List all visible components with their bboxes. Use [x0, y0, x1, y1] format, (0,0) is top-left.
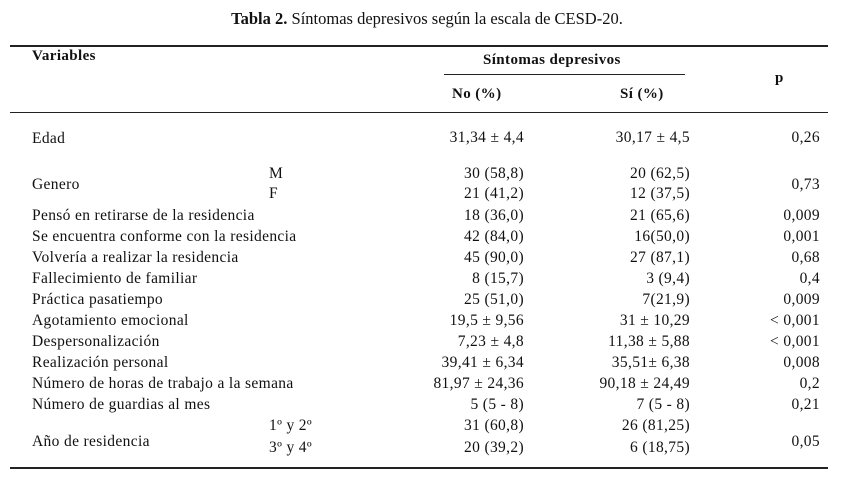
row-sublabel: 1º y 2º [269, 417, 313, 434]
cell-si: 21 (65,6) [630, 207, 690, 224]
cell-si: 31 ± 10,29 [619, 312, 690, 329]
header-rule [10, 112, 828, 113]
row-label: Práctica pasatiempo [32, 291, 164, 308]
row-label: Fallecimiento de familiar [32, 270, 198, 287]
row-label: Agotamiento emocional [32, 312, 189, 329]
header-group: Síntomas depresivos [483, 52, 621, 68]
group-rule [444, 74, 685, 75]
row-label: Se encuentra conforme con la residencia [32, 228, 297, 245]
header-no: No (%) [452, 86, 502, 102]
cell-no: 42 (84,0) [464, 228, 524, 245]
cell-no: 45 (90,0) [464, 249, 524, 266]
cell-p: 0,009 [783, 291, 820, 308]
cell-si: 90,18 ± 24,49 [599, 375, 690, 392]
caption-text: Síntomas depresivos según la escala de CESD-20. [287, 9, 623, 28]
caption-label: Tabla 2. [231, 9, 288, 28]
cell-no: 31,34 ± 4,4 [449, 129, 524, 146]
cell-no: 39,41 ± 6,34 [441, 354, 524, 371]
table-caption [0, 9, 854, 29]
row-sublabel: F [269, 185, 278, 202]
cell-p: 0,009 [783, 207, 820, 224]
cell-p: 0,26 [791, 129, 820, 146]
row-sublabel: M [269, 165, 284, 182]
row-label: Volvería a realizar la residencia [32, 249, 239, 266]
cell-si: 35,51± 6,38 [611, 354, 690, 371]
cell-p: < 0,001 [770, 312, 820, 329]
header-p: p [775, 70, 784, 86]
cell-si: 30,17 ± 4,5 [615, 129, 690, 146]
cell-no: 20 (39,2) [464, 439, 524, 456]
row-label: Edad [32, 130, 66, 147]
cell-p: 0,4 [799, 270, 820, 287]
cell-p: 0,21 [791, 396, 820, 413]
row-label: Número de guardias al mes [32, 396, 211, 413]
cell-si: 7(21,9) [642, 291, 690, 308]
cell-si: 20 (62,5) [630, 165, 690, 182]
cell-no: 21 (41,2) [464, 185, 524, 202]
cell-p: 0,008 [783, 354, 820, 371]
cell-si: 11,38 ± 5,88 [608, 333, 690, 350]
header-si: Sí (%) [620, 86, 664, 102]
row-sublabel: 3º y 4º [269, 439, 313, 456]
cell-si: 27 (87,1) [630, 249, 690, 266]
cell-no: 30 (58,8) [464, 165, 524, 182]
row-label: Pensó en retirarse de la residencia [32, 207, 255, 224]
cell-si: 12 (37,5) [630, 185, 690, 202]
cell-no: 5 (5 - 8) [470, 396, 524, 413]
cell-si: 7 (5 - 8) [636, 396, 690, 413]
cell-no: 31 (60,8) [464, 417, 524, 434]
cell-p: 0,68 [791, 249, 820, 266]
cell-si: 26 (81,25) [621, 417, 690, 434]
row-label: Realización personal [32, 354, 169, 371]
header-variables: Variables [32, 48, 96, 64]
cell-p: 0,05 [791, 433, 820, 450]
cell-p: 0,73 [791, 176, 820, 193]
cell-p: 0,2 [799, 375, 820, 392]
cell-no: 7,23 ± 4,8 [457, 333, 524, 350]
row-label: Genero [32, 176, 80, 193]
bottom-rule [10, 467, 828, 469]
top-rule [10, 45, 828, 47]
cell-p: 0,001 [783, 228, 820, 245]
cell-no: 25 (51,0) [464, 291, 524, 308]
cell-no: 8 (15,7) [472, 270, 524, 287]
row-label: Número de horas de trabajo a la semana [32, 375, 294, 392]
cell-si: 6 (18,75) [630, 439, 690, 456]
cell-no: 18 (36,0) [464, 207, 524, 224]
cell-no: 81,97 ± 24,36 [433, 375, 524, 392]
cell-si: 3 (9,4) [646, 270, 690, 287]
row-label: Despersonalización [32, 333, 160, 350]
cell-no: 19,5 ± 9,56 [449, 312, 524, 329]
cell-p: < 0,001 [770, 333, 820, 350]
row-label: Año de residencia [32, 433, 150, 450]
cell-si: 16(50,0) [634, 228, 690, 245]
